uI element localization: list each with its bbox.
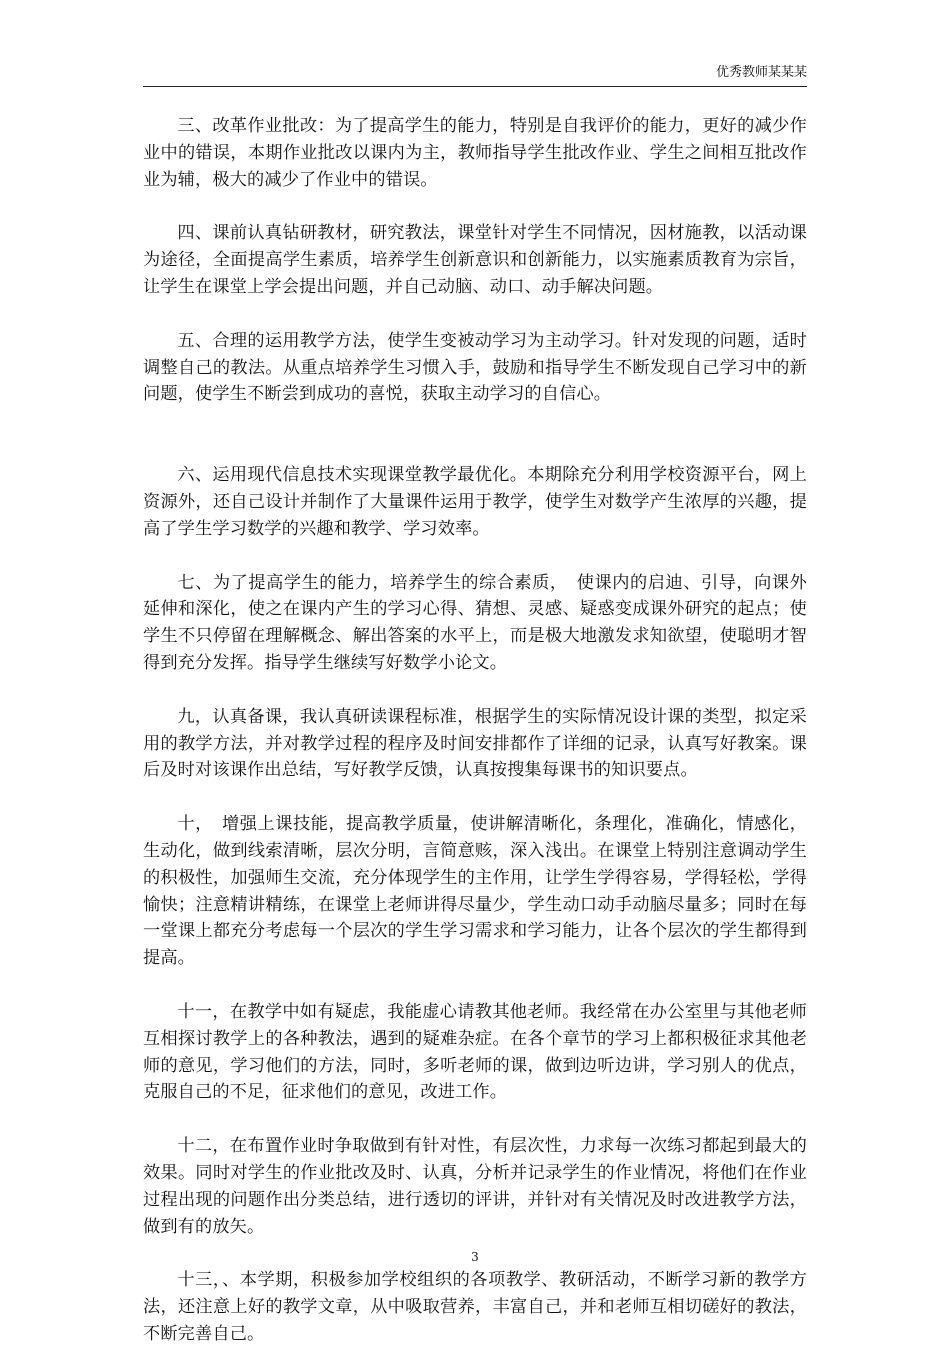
paragraph-5: 五、合理的运用教学方法，使学生变被动学习为主动学习。针对发现的问题，适时调整自己的教法。从重点培养学生习惯入手，鼓励和指导学生不断发现自己学习中的新问题，使学生不断尝到成功的喜悦，获取主动学习的自信心。 xyxy=(143,330,807,405)
paragraph-4: 四、课前认真钻研教材，研究教法，课堂针对学生不同情况，因材施教，以活动课为途径，全面提高学生素质，培养学生创新意识和创新能力，以实施素质教育为宗旨，让学生在课堂上学会提出问题，并自己动脑、动口、动手解决问题。 xyxy=(143,223,807,297)
paragraph-7: 七、为了提高学生的能力，培养学生的综合素质， 使课内的启迪、引导，向课外延伸和深化，使之在课内产生的学习心得、猜想、灵感、疑惑变成课外研究的起点；使学生不只停留在理解概念、解出答案的水平上，而是极大地激发求知欲望，使聪明才智得到充分发挥。指导学生继续写好数学小论文。 xyxy=(143,572,807,673)
page-footer xyxy=(0,1249,950,1265)
header-author: 优秀教师某某某 xyxy=(715,65,807,80)
paragraph-3: 三、改革作业批改：为了提高学生的能力，特别是自我评价的能力，更好的减少作业中的错误，本期作业批改以课内为主，教师指导学生批改作业、学生之间相互批改作业为辅，极大的减少了作业中的错误。 xyxy=(143,116,807,190)
paragraph-13: 十三，、本学期，积极参加学校组织的各项教学、教研活动，不断学习新的教学方法，还注意上好的教学文章，从中吸取营养，丰富自己，并和老师互相切磋好的教法，不断完善自己。 xyxy=(143,1270,807,1344)
paragraph-9: 九，认真备课，我认真研读课程标准，根据学生的实际情况设计课的类型，拟定采用的教学方法，并对教学过程的程序及时间安排都作了详细的记录，认真写好教案。课后及时对该课作出总结，写好教学反馈，认真按搜集每课书的知识要点。 xyxy=(143,706,807,781)
page-header xyxy=(143,64,807,87)
paragraph-10: 十， 增强上课技能，提高教学质量，使讲解清晰化，条理化，准确化，情感化，生动化，做到线索清晰，层次分明，言简意赅，深入浅出。在课堂上特别注意调动学生的积极性，加强师生交流，充分体现学生的主作用，让学生学得容易，学得轻松，学得愉快；注意精讲精练，在课堂上老师讲得尽量少，学生动口动手动脑尽量多；同时在每一堂课上都充分考虑每一个层次的学生学习需求和学习能力，让各个层次的学生都得到提高。 xyxy=(143,814,807,969)
page-number: 3 xyxy=(471,1250,479,1264)
page-body xyxy=(143,113,807,1348)
paragraph-12: 十二，在布置作业时争取做到有针对性，有层次性，力求每一次练习都起到最大的效果。同时对学生的作业批改及时、认真，分析并记录学生的作业情况，将他们在作业过程出现的问题作出分类总结，进行透切的评讲，并针对有关情况及时改进教学方法，做到有的放矢。 xyxy=(143,1136,807,1237)
paragraph-11: 十一，在教学中如有疑虑，我能虚心请教其他老师。我经常在办公室里与其他老师互相探讨教学上的各种教法，遇到的疑难杂症。在各个章节的学习上都积极征求其他老师的意见，学习他们的方法，同时，多听老师的课，做到边听边讲，学习别人的优点，克服自己的不足，征求他们的意见，改进工作。 xyxy=(143,1001,807,1103)
paragraph-6: 六、运用现代信息技术实现课堂教学最优化。本期除充分利用学校资源平台，网上资源外，还自己设计并制作了大量课件运用于教学，使学生对数学产生浓厚的兴趣，提高了学生学习数学的兴趣和教学、学习效率。 xyxy=(143,465,807,539)
